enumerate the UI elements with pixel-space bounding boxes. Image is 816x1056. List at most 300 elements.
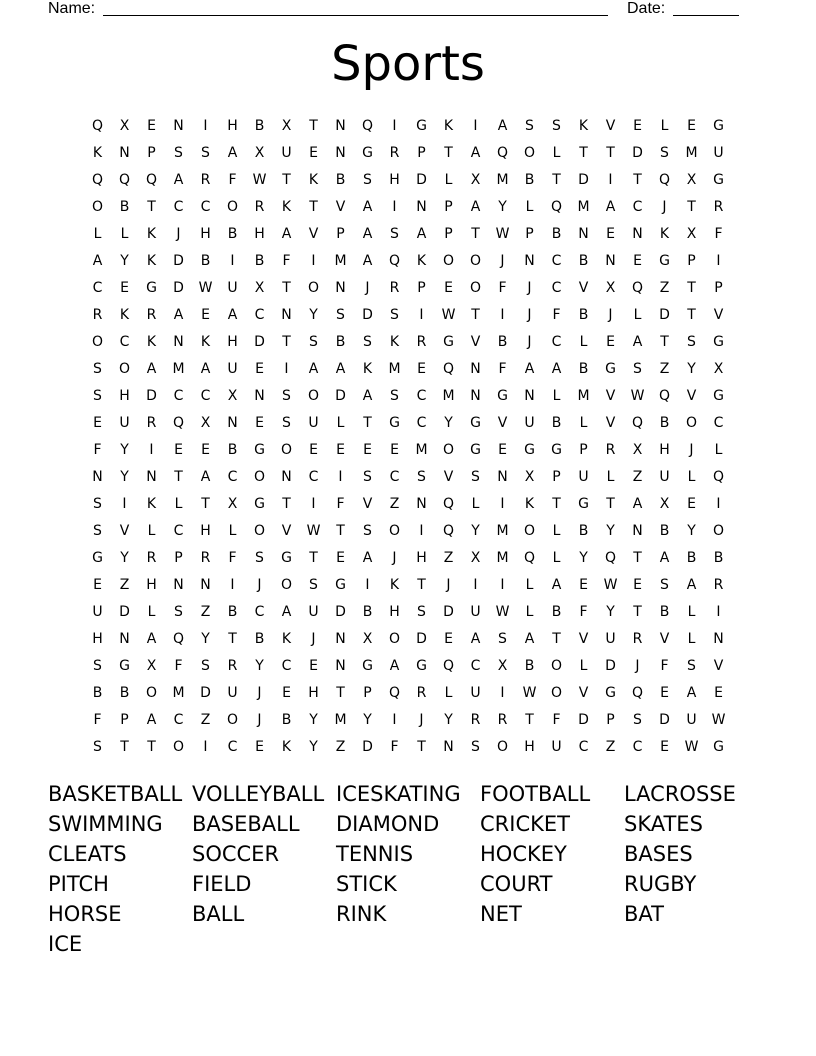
- grid-letter: A: [470, 630, 481, 647]
- grid-letter: I: [473, 576, 478, 593]
- grid-letter: K: [119, 306, 130, 323]
- grid-letter: E: [633, 252, 642, 269]
- grid-letter: C: [227, 738, 238, 755]
- grid-letter: T: [606, 144, 615, 161]
- grid-letter: J: [176, 225, 181, 242]
- grid-letter: H: [389, 603, 400, 620]
- word-list-item: VOLLEYBALL: [192, 782, 325, 806]
- grid-letter: M: [577, 387, 590, 404]
- grid-letter: J: [419, 711, 424, 728]
- grid-letter: G: [470, 441, 481, 458]
- grid-letter: Z: [389, 495, 400, 512]
- grid-letter: L: [579, 414, 588, 431]
- grid-letter: S: [174, 144, 183, 161]
- grid-letter: W: [306, 522, 321, 539]
- word-list-item: COURT: [480, 872, 553, 896]
- grid-letter: E: [120, 279, 129, 296]
- grid-letter: T: [579, 144, 588, 161]
- grid-letter: L: [93, 225, 102, 242]
- grid-letter: A: [200, 360, 211, 377]
- grid-letter: T: [282, 279, 291, 296]
- grid-letter: T: [687, 306, 696, 323]
- grid-letter: H: [200, 225, 211, 242]
- grid-letter: O: [388, 630, 401, 647]
- grid-letter: R: [200, 171, 211, 188]
- grid-letter: Q: [91, 171, 104, 188]
- grid-letter: L: [552, 522, 561, 539]
- grid-letter: T: [228, 630, 237, 647]
- grid-letter: C: [173, 198, 184, 215]
- grid-letter: T: [336, 522, 345, 539]
- grid-letter: G: [470, 414, 481, 431]
- grid-letter: G: [92, 549, 103, 566]
- grid-letter: V: [281, 522, 292, 539]
- grid-letter: G: [713, 387, 724, 404]
- grid-letter: R: [470, 711, 481, 728]
- word-list-item: SOCCER: [192, 842, 280, 866]
- grid-letter: T: [633, 603, 642, 620]
- grid-letter: O: [712, 522, 725, 539]
- grid-letter: M: [577, 198, 590, 215]
- grid-letter: Q: [550, 198, 563, 215]
- grid-letter: S: [471, 468, 480, 485]
- word-list-item: TENNIS: [336, 842, 414, 866]
- grid-letter: A: [362, 198, 373, 215]
- grid-letter: V: [605, 387, 616, 404]
- grid-letter: R: [389, 144, 400, 161]
- grid-letter: N: [173, 333, 184, 350]
- grid-letter: E: [336, 441, 345, 458]
- grid-letter: M: [388, 360, 401, 377]
- word-list: [48, 779, 768, 959]
- grid-letter: K: [362, 360, 373, 377]
- grid-letter: A: [200, 468, 211, 485]
- grid-letter: U: [470, 603, 481, 620]
- name-label: Name:: [48, 0, 96, 17]
- grid-letter: A: [389, 657, 400, 674]
- grid-letter: X: [254, 279, 265, 296]
- grid-letter: K: [578, 117, 589, 134]
- grid-letter: U: [686, 711, 697, 728]
- grid-letter: T: [660, 333, 669, 350]
- grid-letter: W: [522, 684, 537, 701]
- grid-letter: E: [417, 360, 426, 377]
- grid-letter: S: [390, 387, 399, 404]
- grid-letter: E: [498, 441, 507, 458]
- grid-letter: B: [497, 333, 508, 350]
- grid-letter: O: [253, 522, 266, 539]
- grid-letter: Q: [523, 549, 536, 566]
- grid-letter: L: [525, 603, 534, 620]
- grid-letter: A: [308, 360, 319, 377]
- grid-letter: R: [605, 441, 616, 458]
- grid-letter: N: [632, 522, 643, 539]
- grid-letter: M: [172, 360, 185, 377]
- grid-letter: O: [442, 252, 455, 269]
- word-list-item: CRICKET: [480, 812, 570, 836]
- grid-letter: D: [605, 657, 616, 674]
- grid-letter: T: [606, 495, 615, 512]
- grid-letter: S: [93, 657, 102, 674]
- grid-letter: F: [336, 495, 345, 512]
- grid-letter: F: [498, 279, 507, 296]
- grid-letter: T: [174, 468, 183, 485]
- grid-letter: E: [336, 549, 345, 566]
- grid-letter: E: [363, 441, 372, 458]
- grid-letter: W: [495, 225, 510, 242]
- grid-letter: S: [687, 333, 696, 350]
- grid-letter: E: [282, 684, 291, 701]
- grid-letter: T: [309, 549, 318, 566]
- grid-letter: B: [119, 684, 130, 701]
- word-list-item: RUGBY: [624, 872, 697, 896]
- grid-letter: V: [470, 333, 481, 350]
- grid-letter: I: [500, 306, 505, 323]
- grid-letter: V: [713, 306, 724, 323]
- grid-letter: D: [254, 333, 265, 350]
- grid-letter: W: [630, 387, 645, 404]
- grid-letter: Q: [442, 360, 455, 377]
- grid-letter: G: [578, 495, 589, 512]
- grid-letter: J: [257, 711, 262, 728]
- grid-letter: B: [335, 171, 346, 188]
- grid-letter: B: [119, 198, 130, 215]
- grid-letter: A: [92, 252, 103, 269]
- grid-letter: E: [309, 144, 318, 161]
- grid-letter: T: [687, 279, 696, 296]
- grid-letter: P: [606, 711, 615, 728]
- grid-letter: L: [552, 387, 561, 404]
- grid-letter: H: [92, 630, 103, 647]
- word-list-item: FIELD: [192, 872, 252, 896]
- grid-letter: N: [335, 144, 346, 161]
- grid-letter: S: [201, 144, 210, 161]
- grid-letter: G: [713, 738, 724, 755]
- grid-letter: I: [716, 603, 721, 620]
- grid-letter: C: [200, 198, 211, 215]
- grid-letter: H: [119, 387, 130, 404]
- word-list-item: BASES: [624, 842, 693, 866]
- grid-letter: A: [362, 549, 373, 566]
- grid-letter: O: [226, 198, 239, 215]
- grid-letter: K: [524, 495, 535, 512]
- grid-letter: B: [254, 117, 265, 134]
- header: [48, 0, 748, 20]
- grid-letter: L: [147, 603, 156, 620]
- grid-letter: A: [146, 360, 157, 377]
- grid-letter: I: [230, 252, 235, 269]
- grid-letter: E: [309, 441, 318, 458]
- grid-letter: X: [470, 171, 481, 188]
- grid-letter: E: [660, 738, 669, 755]
- grid-letter: Q: [388, 252, 401, 269]
- grid-letter: Q: [631, 414, 644, 431]
- grid-letter: U: [605, 630, 616, 647]
- grid-letter: X: [254, 144, 265, 161]
- word-list-item: ICESKATING: [336, 782, 461, 806]
- grid-letter: N: [254, 387, 265, 404]
- grid-letter: E: [255, 360, 264, 377]
- grid-letter: Q: [145, 171, 158, 188]
- grid-letter: S: [633, 360, 642, 377]
- grid-letter: O: [91, 333, 104, 350]
- grid-letter: L: [525, 198, 534, 215]
- grid-letter: S: [471, 738, 480, 755]
- grid-letter: U: [281, 144, 292, 161]
- grid-letter: H: [659, 441, 670, 458]
- grid-letter: G: [713, 333, 724, 350]
- grid-letter: S: [525, 117, 534, 134]
- grid-letter: E: [606, 333, 615, 350]
- grid-letter: T: [147, 738, 156, 755]
- grid-letter: J: [662, 198, 667, 215]
- grid-letter: G: [254, 441, 265, 458]
- grid-letter: H: [416, 549, 427, 566]
- grid-letter: A: [686, 684, 697, 701]
- grid-letter: M: [415, 441, 428, 458]
- grid-letter: Z: [200, 603, 211, 620]
- grid-letter: N: [416, 495, 427, 512]
- grid-letter: O: [550, 657, 563, 674]
- grid-letter: L: [120, 225, 129, 242]
- word-list-item: BASKETBALL: [48, 782, 183, 806]
- grid-letter: K: [200, 333, 211, 350]
- grid-letter: A: [686, 576, 697, 593]
- grid-letter: S: [363, 333, 372, 350]
- grid-letter: F: [228, 549, 237, 566]
- grid-letter: I: [122, 495, 127, 512]
- grid-letter: U: [119, 414, 130, 431]
- grid-letter: L: [336, 414, 345, 431]
- grid-letter: A: [146, 630, 157, 647]
- grid-letter: C: [92, 279, 103, 296]
- grid-letter: B: [578, 306, 589, 323]
- grid-letter: O: [253, 468, 266, 485]
- grid-letter: B: [551, 603, 562, 620]
- grid-letter: I: [716, 252, 721, 269]
- grid-letter: C: [416, 387, 427, 404]
- grid-letter: A: [146, 711, 157, 728]
- grid-letter: U: [524, 414, 535, 431]
- grid-letter: N: [173, 576, 184, 593]
- grid-letter: D: [578, 711, 589, 728]
- grid-letter: C: [470, 657, 481, 674]
- grid-letter: L: [714, 441, 723, 458]
- grid-letter: G: [524, 441, 535, 458]
- grid-letter: I: [500, 684, 505, 701]
- grid-letter: K: [389, 576, 400, 593]
- grid-letter: P: [147, 144, 156, 161]
- grid-letter: G: [497, 387, 508, 404]
- grid-letter: U: [227, 360, 238, 377]
- grid-letter: E: [93, 576, 102, 593]
- grid-letter: L: [552, 549, 561, 566]
- grid-letter: C: [578, 738, 589, 755]
- grid-letter: T: [282, 495, 291, 512]
- grid-letter: V: [362, 495, 373, 512]
- grid-letter: N: [497, 468, 508, 485]
- grid-letter: K: [281, 630, 292, 647]
- grid-letter: N: [227, 414, 238, 431]
- letter-grid: [84, 112, 732, 760]
- grid-letter: B: [551, 225, 562, 242]
- grid-letter: V: [497, 414, 508, 431]
- grid-letter: F: [174, 657, 183, 674]
- grid-letter: T: [363, 414, 372, 431]
- grid-letter: O: [280, 576, 293, 593]
- grid-letter: S: [552, 117, 561, 134]
- grid-letter: N: [335, 117, 346, 134]
- grid-letter: Y: [498, 198, 507, 215]
- grid-letter: Y: [444, 711, 453, 728]
- grid-letter: I: [149, 441, 154, 458]
- grid-letter: S: [660, 576, 669, 593]
- grid-letter: R: [254, 198, 265, 215]
- grid-letter: N: [119, 144, 130, 161]
- grid-letter: Q: [442, 495, 455, 512]
- grid-letter: N: [524, 252, 535, 269]
- grid-letter: X: [524, 468, 535, 485]
- grid-letter: W: [711, 711, 726, 728]
- grid-letter: F: [93, 711, 102, 728]
- grid-letter: H: [308, 684, 319, 701]
- grid-letter: Z: [443, 549, 454, 566]
- grid-letter: E: [714, 684, 723, 701]
- grid-letter: S: [417, 468, 426, 485]
- grid-letter: Q: [361, 117, 374, 134]
- grid-letter: Y: [309, 738, 318, 755]
- grid-letter: I: [392, 198, 397, 215]
- grid-letter: G: [416, 117, 427, 134]
- grid-letter: T: [282, 333, 291, 350]
- grid-letter: D: [632, 144, 643, 161]
- grid-letter: E: [633, 576, 642, 593]
- grid-letter: F: [390, 738, 399, 755]
- grid-letter: B: [92, 684, 103, 701]
- grid-letter: S: [309, 576, 318, 593]
- grid-letter: D: [335, 387, 346, 404]
- grid-letter: B: [659, 522, 670, 539]
- grid-letter: G: [254, 495, 265, 512]
- grid-letter: C: [254, 603, 265, 620]
- grid-letter: Q: [91, 117, 104, 134]
- grid-letter: X: [659, 495, 670, 512]
- grid-letter: I: [338, 468, 343, 485]
- grid-letter: W: [603, 576, 618, 593]
- grid-letter: T: [633, 549, 642, 566]
- grid-letter: E: [174, 441, 183, 458]
- grid-letter: G: [605, 684, 616, 701]
- grid-letter: I: [203, 738, 208, 755]
- grid-letter: W: [198, 279, 213, 296]
- grid-letter: N: [443, 738, 454, 755]
- grid-letter: V: [308, 225, 319, 242]
- grid-letter: S: [93, 495, 102, 512]
- grid-letter: I: [203, 117, 208, 134]
- grid-letter: T: [471, 306, 480, 323]
- grid-letter: M: [442, 387, 455, 404]
- word-list-item: RINK: [336, 902, 387, 926]
- grid-letter: O: [226, 711, 239, 728]
- grid-letter: D: [200, 684, 211, 701]
- grid-letter: J: [500, 252, 505, 269]
- grid-letter: T: [552, 171, 561, 188]
- grid-letter: B: [551, 414, 562, 431]
- word-list-item: HOCKEY: [480, 842, 567, 866]
- date-label: Date:: [627, 0, 666, 17]
- grid-letter: N: [281, 468, 292, 485]
- grid-letter: T: [309, 117, 318, 134]
- grid-letter: I: [365, 576, 370, 593]
- grid-letter: D: [173, 252, 184, 269]
- grid-letter: C: [551, 279, 562, 296]
- grid-letter: D: [578, 171, 589, 188]
- grid-letter: E: [255, 414, 264, 431]
- grid-letter: I: [311, 495, 316, 512]
- grid-letter: R: [713, 576, 724, 593]
- grid-letter: C: [119, 333, 130, 350]
- grid-letter: E: [93, 414, 102, 431]
- grid-letter: R: [497, 711, 508, 728]
- grid-letter: X: [713, 360, 724, 377]
- word-list-item: CLEATS: [48, 842, 127, 866]
- grid-letter: O: [550, 684, 563, 701]
- grid-letter: Y: [444, 414, 453, 431]
- grid-letter: N: [173, 117, 184, 134]
- grid-letter: O: [91, 198, 104, 215]
- grid-letter: R: [200, 549, 211, 566]
- grid-letter: P: [444, 198, 453, 215]
- grid-letter: F: [660, 657, 669, 674]
- grid-letter: K: [281, 738, 292, 755]
- grid-letter: B: [227, 441, 238, 458]
- grid-letter: N: [146, 468, 157, 485]
- grid-letter: I: [230, 576, 235, 593]
- grid-letter: Q: [172, 630, 185, 647]
- grid-letter: G: [443, 333, 454, 350]
- grid-letter: E: [390, 441, 399, 458]
- word-list-item: LACROSSE: [624, 782, 736, 806]
- grid-letter: O: [469, 279, 482, 296]
- grid-letter: D: [443, 603, 454, 620]
- grid-letter: L: [444, 171, 453, 188]
- grid-letter: Q: [631, 684, 644, 701]
- grid-letter: Z: [659, 360, 670, 377]
- grid-letter: M: [685, 144, 698, 161]
- grid-letter: V: [578, 684, 589, 701]
- grid-letter: Y: [606, 603, 615, 620]
- grid-letter: P: [552, 468, 561, 485]
- grid-letter: A: [605, 198, 616, 215]
- grid-letter: V: [686, 387, 697, 404]
- grid-letter: S: [93, 360, 102, 377]
- grid-letter: O: [118, 360, 131, 377]
- grid-letter: J: [365, 279, 370, 296]
- grid-letter: N: [92, 468, 103, 485]
- grid-letter: A: [524, 630, 535, 647]
- grid-letter: Y: [120, 441, 129, 458]
- grid-letter: C: [632, 198, 643, 215]
- grid-letter: Y: [120, 468, 129, 485]
- grid-letter: L: [660, 117, 669, 134]
- word-list-item: BAT: [624, 902, 664, 926]
- grid-letter: K: [92, 144, 103, 161]
- grid-letter: S: [687, 657, 696, 674]
- grid-letter: C: [281, 657, 292, 674]
- grid-letter: J: [527, 306, 532, 323]
- word-list-item: DIAMOND: [336, 812, 440, 836]
- grid-letter: L: [633, 306, 642, 323]
